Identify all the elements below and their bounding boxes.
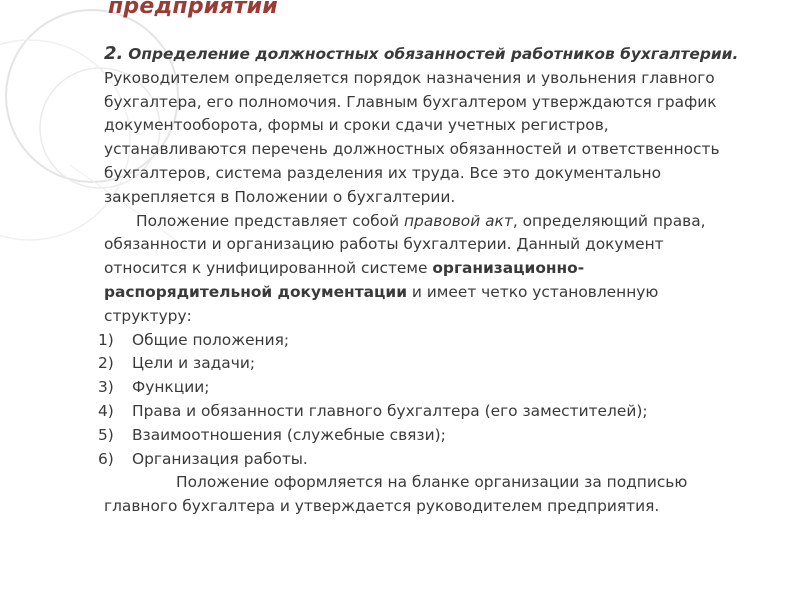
list-item [98, 448, 744, 472]
section-intro: Руководителем определяется порядок назначения и увольнения главного бухгалтера, его полномочия. Главным бухгалтером утверждаются график документооборота, формы и сроки сдачи учетных регистров, устанавливаются перечень должностных обязанностей и ответственность бухгалтеров, система разделения их труда. Все это документально закрепляется в Положении о бухгалтерии. [104, 68, 720, 206]
list-item-number: 1) [98, 330, 114, 349]
structure-list [98, 329, 744, 472]
list-item-number: 5) [98, 425, 114, 444]
para2-part3: и имеет четко установленную структуру: [104, 282, 659, 325]
para2-part2: , определяющий права, обязанности и организацию работы бухгалтерии. Данный документ относится к унифицированной системе [104, 211, 706, 278]
list-item-number: 2) [98, 354, 114, 373]
slide-body [98, 42, 744, 519]
slide-title: предприятии [108, 0, 278, 19]
section-number: 2. [104, 43, 124, 64]
para2-part1: Положение представляет собой [136, 211, 404, 230]
list-item-text: Взаимоотношения (служебные связи); [132, 425, 446, 444]
list-item [98, 400, 744, 424]
list-item-text: Общие положения; [132, 330, 290, 349]
list-item [98, 376, 744, 400]
legal-act-term: правовой акт [403, 211, 513, 230]
list-item [98, 352, 744, 376]
list-item-text: Организация работы. [132, 449, 308, 468]
list-item [98, 329, 744, 353]
closing-paragraph: Положение оформляется на бланке организации за подписью главного бухгалтера и утверждается руководителем предприятия. [104, 473, 688, 516]
structure-paragraph [104, 210, 744, 329]
list-item [98, 424, 744, 448]
documentation-term: организационно- распорядительной документации [104, 259, 585, 301]
section-paragraph [104, 42, 744, 210]
list-item-text: Права и обязанности главного бухгалтера (его заместителей); [132, 401, 648, 420]
list-item-text: Цели и задачи; [132, 354, 256, 373]
section-heading: Определение должностных обязанностей работников бухгалтерии. [128, 45, 739, 63]
list-item-number: 6) [98, 449, 114, 468]
list-item-number: 3) [98, 378, 114, 397]
list-item-number: 4) [98, 401, 114, 420]
list-item-text: Функции; [132, 378, 210, 397]
